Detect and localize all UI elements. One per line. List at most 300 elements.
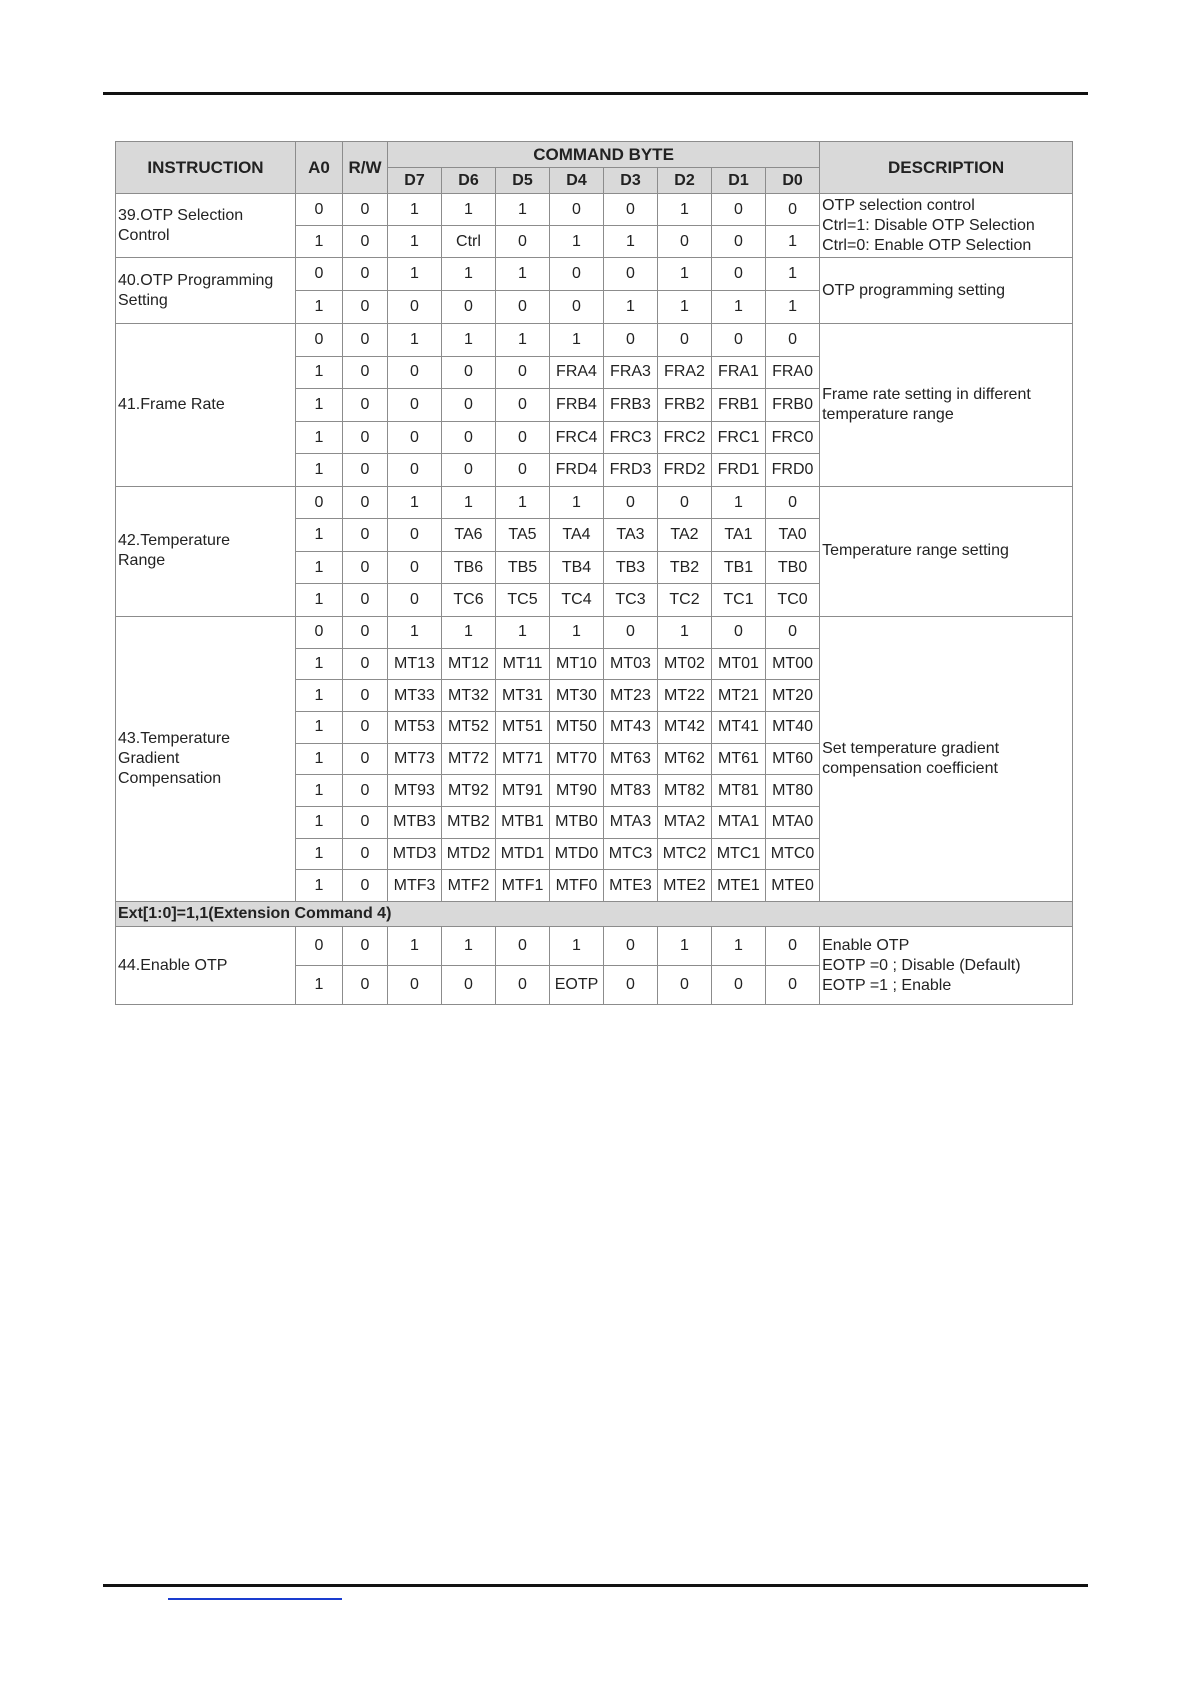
d4-cell: 1 (550, 927, 604, 966)
instruction-cell (116, 324, 296, 487)
d0-cell: MT60 (766, 743, 820, 775)
d7-cell: 1 (388, 616, 442, 648)
bit-header-d3: D3 (604, 168, 658, 194)
d3-cell: 1 (604, 291, 658, 324)
d0-cell: 1 (766, 226, 820, 258)
d7-cell: MT33 (388, 680, 442, 712)
bit-header-d5: D5 (496, 168, 550, 194)
instruction-cell (116, 486, 296, 616)
d3-cell: 0 (604, 194, 658, 226)
rw-cell: 0 (343, 258, 388, 291)
a0-cell: 1 (296, 389, 343, 422)
d1-cell: TC1 (712, 584, 766, 617)
d2-cell: 1 (658, 291, 712, 324)
instruction-cell (116, 927, 296, 1005)
table-row (116, 324, 1073, 357)
d2-cell: 1 (658, 194, 712, 226)
d2-cell: MT02 (658, 648, 712, 680)
d2-cell: MT22 (658, 680, 712, 712)
d7-cell: 0 (388, 454, 442, 487)
d6-cell: 1 (442, 616, 496, 648)
d1-cell: 0 (712, 194, 766, 226)
d6-cell: 0 (442, 356, 496, 389)
d0-cell: FRB0 (766, 389, 820, 422)
instruction-header: INSTRUCTION (116, 142, 296, 194)
d6-cell: Ctrl (442, 226, 496, 258)
d3-cell: 1 (604, 226, 658, 258)
d2-cell: 1 (658, 616, 712, 648)
rw-cell: 0 (343, 454, 388, 487)
d2-cell: TC2 (658, 584, 712, 617)
instruction-cell (116, 194, 296, 258)
d2-cell: MT82 (658, 775, 712, 807)
d7-cell: MTB3 (388, 807, 442, 839)
instruction-line: Gradient (118, 750, 180, 768)
instruction-line: Setting (118, 291, 168, 309)
a0-cell: 1 (296, 226, 343, 258)
description-line: OTP programming setting (822, 281, 1005, 299)
d0-cell: FRA0 (766, 356, 820, 389)
a0-cell: 0 (296, 258, 343, 291)
d5-cell: MT71 (496, 743, 550, 775)
d6-cell: MT72 (442, 743, 496, 775)
d1-cell: 0 (712, 616, 766, 648)
a0-cell: 0 (296, 927, 343, 966)
d1-cell: MT01 (712, 648, 766, 680)
description-line: Set temperature gradient (822, 740, 1000, 758)
d6-cell: 0 (442, 454, 496, 487)
rw-cell: 0 (343, 421, 388, 454)
d3-cell: MT23 (604, 680, 658, 712)
d5-cell: 1 (496, 194, 550, 226)
footer-link-underline[interactable] (168, 1598, 342, 1600)
d7-cell: MTD3 (388, 838, 442, 870)
d0-cell: MT20 (766, 680, 820, 712)
d5-cell: 1 (496, 486, 550, 519)
d6-cell: TB6 (442, 551, 496, 584)
d1-cell: 0 (712, 258, 766, 291)
d7-cell: 1 (388, 194, 442, 226)
a0-cell: 1 (296, 356, 343, 389)
d7-cell: 0 (388, 551, 442, 584)
d0-cell: 0 (766, 486, 820, 519)
d3-cell: 0 (604, 324, 658, 357)
d4-cell: 0 (550, 258, 604, 291)
d0-cell: FRC0 (766, 421, 820, 454)
d4-cell: 1 (550, 486, 604, 519)
description-line: OTP selection control (822, 196, 975, 214)
a0-cell: 1 (296, 454, 343, 487)
d7-cell: MTF3 (388, 870, 442, 902)
a0-cell: 0 (296, 616, 343, 648)
d5-cell: MTB1 (496, 807, 550, 839)
command-table (115, 141, 1073, 1005)
d1-cell: 1 (712, 927, 766, 966)
description-line: Temperature range setting (822, 542, 1009, 560)
d5-cell: MT51 (496, 712, 550, 744)
a0-cell: 1 (296, 291, 343, 324)
d4-cell: MTB0 (550, 807, 604, 839)
d6-cell: MTD2 (442, 838, 496, 870)
d1-cell: 1 (712, 291, 766, 324)
description-line: Ctrl=1: Disable OTP Selection (822, 216, 1035, 234)
d0-cell: MTE0 (766, 870, 820, 902)
d3-cell: MTE3 (604, 870, 658, 902)
d6-cell: TA6 (442, 519, 496, 552)
d3-cell: TA3 (604, 519, 658, 552)
d5-cell: 0 (496, 927, 550, 966)
d2-cell: MT42 (658, 712, 712, 744)
d5-cell: 0 (496, 966, 550, 1005)
table-row (116, 258, 1073, 291)
d7-cell: 0 (388, 519, 442, 552)
a0-cell: 0 (296, 324, 343, 357)
description-line: Enable OTP (822, 936, 910, 954)
d6-cell: 1 (442, 324, 496, 357)
d2-cell: FRA2 (658, 356, 712, 389)
d0-cell: 1 (766, 291, 820, 324)
d4-cell: TA4 (550, 519, 604, 552)
description-header: DESCRIPTION (820, 142, 1073, 194)
a0-cell: 0 (296, 486, 343, 519)
bit-header-d1: D1 (712, 168, 766, 194)
rw-cell: 0 (343, 519, 388, 552)
d0-cell: MTA0 (766, 807, 820, 839)
d0-cell: 0 (766, 616, 820, 648)
d2-cell: TB2 (658, 551, 712, 584)
instruction-line: 43.Temperature (118, 730, 231, 748)
description-line: Ctrl=0: Enable OTP Selection (822, 236, 1032, 254)
description-cell (820, 927, 1073, 1005)
a0-cell: 1 (296, 584, 343, 617)
d3-cell: MT43 (604, 712, 658, 744)
rw-cell: 0 (343, 389, 388, 422)
d1-cell: FRD1 (712, 454, 766, 487)
instruction-line: Range (118, 552, 166, 570)
d4-cell: FRB4 (550, 389, 604, 422)
a0-cell: 1 (296, 680, 343, 712)
a0-cell: 1 (296, 519, 343, 552)
d4-cell: FRA4 (550, 356, 604, 389)
d4-cell: MTF0 (550, 870, 604, 902)
instruction-line: 42.Temperature (118, 532, 231, 550)
d3-cell: 0 (604, 966, 658, 1005)
rw-cell: 0 (343, 927, 388, 966)
a0-cell: 1 (296, 743, 343, 775)
d3-cell: MTC3 (604, 838, 658, 870)
d4-cell: TB4 (550, 551, 604, 584)
d4-cell: 1 (550, 616, 604, 648)
d3-cell: TB3 (604, 551, 658, 584)
d6-cell: 1 (442, 194, 496, 226)
rw-cell: 0 (343, 712, 388, 744)
d7-cell: MT53 (388, 712, 442, 744)
d7-cell: 1 (388, 927, 442, 966)
a0-cell: 1 (296, 648, 343, 680)
d0-cell: TB0 (766, 551, 820, 584)
d2-cell: MTE2 (658, 870, 712, 902)
d1-cell: MTE1 (712, 870, 766, 902)
rw-cell: 0 (343, 966, 388, 1005)
description-cell (820, 258, 1073, 324)
d1-cell: MTC1 (712, 838, 766, 870)
bit-header-d2: D2 (658, 168, 712, 194)
d1-cell: 0 (712, 324, 766, 357)
a0-cell: 1 (296, 712, 343, 744)
rw-cell: 0 (343, 807, 388, 839)
d2-cell: 1 (658, 927, 712, 966)
bit-header-d4: D4 (550, 168, 604, 194)
a0-cell: 1 (296, 775, 343, 807)
d5-cell: 0 (496, 454, 550, 487)
d5-cell: MT11 (496, 648, 550, 680)
d6-cell: MT12 (442, 648, 496, 680)
d5-cell: 1 (496, 616, 550, 648)
d5-cell: TB5 (496, 551, 550, 584)
instruction-line: 41.Frame Rate (118, 395, 225, 413)
d2-cell: MTC2 (658, 838, 712, 870)
d5-cell: 1 (496, 324, 550, 357)
instruction-cell (116, 616, 296, 901)
d7-cell: MT93 (388, 775, 442, 807)
rw-header: R/W (343, 142, 388, 194)
d2-cell: 0 (658, 486, 712, 519)
a0-cell: 0 (296, 194, 343, 226)
d1-cell: MT61 (712, 743, 766, 775)
d4-cell: 0 (550, 194, 604, 226)
description-line: EOTP =0 ; Disable (Default) (822, 956, 1021, 974)
instruction-line: Control (118, 226, 170, 244)
d0-cell: TC0 (766, 584, 820, 617)
d4-cell: EOTP (550, 966, 604, 1005)
description-cell (820, 194, 1073, 258)
d0-cell: MT40 (766, 712, 820, 744)
d5-cell: MT31 (496, 680, 550, 712)
rw-cell: 0 (343, 616, 388, 648)
rw-cell: 0 (343, 486, 388, 519)
footer-rule (103, 1584, 1088, 1587)
table-row (116, 486, 1073, 519)
d1-cell: MT41 (712, 712, 766, 744)
d2-cell: MT62 (658, 743, 712, 775)
d7-cell: 0 (388, 389, 442, 422)
rw-cell: 0 (343, 775, 388, 807)
d3-cell: 0 (604, 616, 658, 648)
d1-cell: FRC1 (712, 421, 766, 454)
rw-cell: 0 (343, 870, 388, 902)
d2-cell: 0 (658, 966, 712, 1005)
description-cell (820, 616, 1073, 901)
d0-cell: 1 (766, 258, 820, 291)
d2-cell: FRD2 (658, 454, 712, 487)
bit-header-d6: D6 (442, 168, 496, 194)
d1-cell: MT81 (712, 775, 766, 807)
d0-cell: MT80 (766, 775, 820, 807)
instruction-cell (116, 258, 296, 324)
d4-cell: 1 (550, 324, 604, 357)
d7-cell: 1 (388, 324, 442, 357)
rw-cell: 0 (343, 551, 388, 584)
rw-cell: 0 (343, 226, 388, 258)
d6-cell: 0 (442, 389, 496, 422)
a0-cell: 1 (296, 870, 343, 902)
d4-cell: FRC4 (550, 421, 604, 454)
a0-cell: 1 (296, 966, 343, 1005)
d3-cell: TC3 (604, 584, 658, 617)
table-row (116, 927, 1073, 966)
d7-cell: MT73 (388, 743, 442, 775)
a0-cell: 1 (296, 838, 343, 870)
d4-cell: MT30 (550, 680, 604, 712)
d0-cell: 0 (766, 927, 820, 966)
rw-cell: 0 (343, 356, 388, 389)
d5-cell: 0 (496, 226, 550, 258)
d3-cell: FRD3 (604, 454, 658, 487)
instruction-line: Compensation (118, 770, 222, 788)
d0-cell: 0 (766, 324, 820, 357)
instruction-line: 40.OTP Programming (118, 271, 274, 289)
d4-cell: MT90 (550, 775, 604, 807)
d6-cell: 1 (442, 486, 496, 519)
d3-cell: FRB3 (604, 389, 658, 422)
d5-cell: 0 (496, 291, 550, 324)
d0-cell: MT00 (766, 648, 820, 680)
d1-cell: 0 (712, 966, 766, 1005)
d5-cell: MTD1 (496, 838, 550, 870)
d0-cell: 0 (766, 966, 820, 1005)
d3-cell: 0 (604, 927, 658, 966)
rw-cell: 0 (343, 680, 388, 712)
bit-header-d7: D7 (388, 168, 442, 194)
d7-cell: 1 (388, 226, 442, 258)
d4-cell: MTD0 (550, 838, 604, 870)
a0-header: A0 (296, 142, 343, 194)
d5-cell: MTF1 (496, 870, 550, 902)
rw-cell: 0 (343, 194, 388, 226)
d0-cell: MTC0 (766, 838, 820, 870)
section-label: Ext[1:0]=1,1(Extension Command 4) (116, 902, 1073, 927)
d5-cell: 0 (496, 356, 550, 389)
d2-cell: FRC2 (658, 421, 712, 454)
rw-cell: 0 (343, 838, 388, 870)
d4-cell: 0 (550, 291, 604, 324)
d2-cell: 0 (658, 324, 712, 357)
command-table-body (116, 194, 1073, 1005)
a0-cell: 1 (296, 551, 343, 584)
d6-cell: 1 (442, 927, 496, 966)
d3-cell: MT83 (604, 775, 658, 807)
d5-cell: 1 (496, 258, 550, 291)
d3-cell: MT03 (604, 648, 658, 680)
d4-cell: MT50 (550, 712, 604, 744)
d2-cell: 0 (658, 226, 712, 258)
a0-cell: 1 (296, 421, 343, 454)
d5-cell: TA5 (496, 519, 550, 552)
description-line: compensation coefficient (822, 760, 998, 778)
d1-cell: TB1 (712, 551, 766, 584)
d6-cell: 0 (442, 421, 496, 454)
description-cell (820, 486, 1073, 616)
d4-cell: MT10 (550, 648, 604, 680)
description-line: temperature range (822, 405, 954, 423)
d3-cell: MT63 (604, 743, 658, 775)
d6-cell: 1 (442, 258, 496, 291)
description-cell (820, 324, 1073, 487)
d3-cell: FRC3 (604, 421, 658, 454)
rw-cell: 0 (343, 743, 388, 775)
d0-cell: TA0 (766, 519, 820, 552)
d1-cell: FRA1 (712, 356, 766, 389)
d5-cell: MT91 (496, 775, 550, 807)
d6-cell: MT92 (442, 775, 496, 807)
d5-cell: 0 (496, 421, 550, 454)
instruction-line: 44.Enable OTP (118, 956, 228, 974)
d7-cell: MT13 (388, 648, 442, 680)
description-line: Frame rate setting in different (822, 385, 1031, 403)
d1-cell: MT21 (712, 680, 766, 712)
table-row (116, 194, 1073, 226)
d2-cell: TA2 (658, 519, 712, 552)
d4-cell: 1 (550, 226, 604, 258)
table-row (116, 616, 1073, 648)
d6-cell: MT52 (442, 712, 496, 744)
rw-cell: 0 (343, 584, 388, 617)
d7-cell: 1 (388, 486, 442, 519)
a0-cell: 1 (296, 807, 343, 839)
d6-cell: MTF2 (442, 870, 496, 902)
rw-cell: 0 (343, 324, 388, 357)
d6-cell: MTB2 (442, 807, 496, 839)
d5-cell: TC5 (496, 584, 550, 617)
d6-cell: 0 (442, 291, 496, 324)
d7-cell: 0 (388, 966, 442, 1005)
command-byte-header: COMMAND BYTE (388, 142, 820, 168)
d2-cell: FRB2 (658, 389, 712, 422)
d7-cell: 0 (388, 421, 442, 454)
d1-cell: 0 (712, 226, 766, 258)
d3-cell: MTA3 (604, 807, 658, 839)
d6-cell: 0 (442, 966, 496, 1005)
header-rule (103, 92, 1088, 95)
d7-cell: 0 (388, 584, 442, 617)
d5-cell: 0 (496, 389, 550, 422)
d4-cell: TC4 (550, 584, 604, 617)
d7-cell: 0 (388, 291, 442, 324)
d6-cell: MT32 (442, 680, 496, 712)
d4-cell: MT70 (550, 743, 604, 775)
d1-cell: TA1 (712, 519, 766, 552)
d1-cell: MTA1 (712, 807, 766, 839)
d0-cell: 0 (766, 194, 820, 226)
d3-cell: FRA3 (604, 356, 658, 389)
d3-cell: 0 (604, 486, 658, 519)
rw-cell: 0 (343, 291, 388, 324)
bit-header-d0: D0 (766, 168, 820, 194)
d0-cell: FRD0 (766, 454, 820, 487)
d6-cell: TC6 (442, 584, 496, 617)
rw-cell: 0 (343, 648, 388, 680)
d2-cell: 1 (658, 258, 712, 291)
d3-cell: 0 (604, 258, 658, 291)
description-line: EOTP =1 ; Enable (822, 976, 952, 994)
instruction-line: 39.OTP Selection (118, 206, 244, 224)
d2-cell: MTA2 (658, 807, 712, 839)
section-row (116, 902, 1073, 927)
d7-cell: 1 (388, 258, 442, 291)
d1-cell: 1 (712, 486, 766, 519)
d1-cell: FRB1 (712, 389, 766, 422)
d7-cell: 0 (388, 356, 442, 389)
